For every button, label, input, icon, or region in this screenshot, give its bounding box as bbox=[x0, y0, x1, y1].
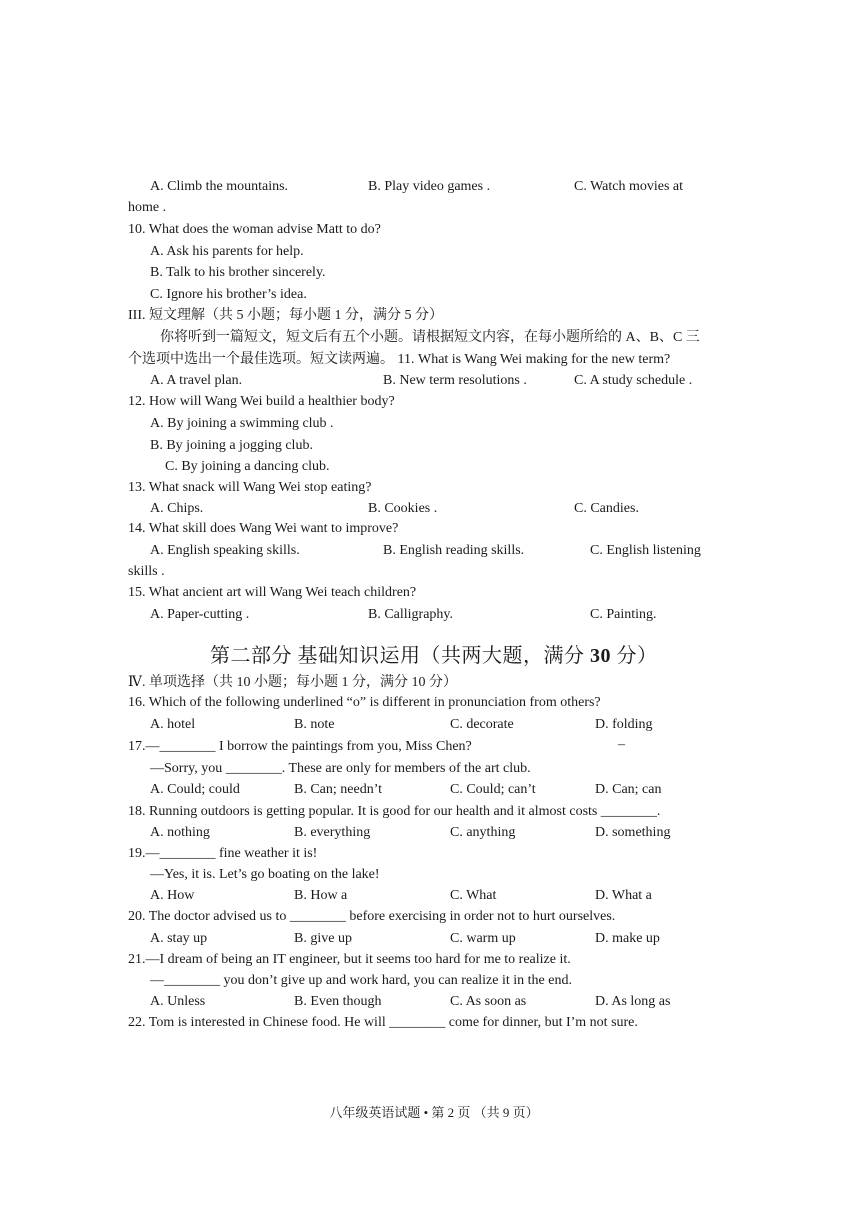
q15-option-c: C. Painting. bbox=[590, 607, 657, 622]
q11-option-a: A. A travel plan. bbox=[150, 373, 243, 388]
section3-intro-line2: 个选项中选出一个最佳选项。短文读两遍。 11. What is Wang Wei making for the new term? bbox=[128, 352, 671, 367]
q14-stem: 14. What skill does Wang Wei want to improve? bbox=[128, 521, 399, 536]
q12-stem: 12. How will Wang Wei build a healthier body? bbox=[128, 394, 395, 409]
q12-option-c: C. By joining a dancing club. bbox=[165, 459, 330, 474]
q21-option-c: C. As soon as bbox=[450, 994, 527, 1009]
q10-option-a: A. Ask his parents for help. bbox=[150, 244, 304, 259]
q13-option-c: C. Candies. bbox=[574, 501, 639, 516]
q17-reply: —Sorry, you ________. These are only for members of the art club. bbox=[150, 761, 531, 776]
q18-option-c: C. anything bbox=[450, 825, 516, 840]
q18-stem: 18. Running outdoors is getting popular. It is good for our health and it almost costs ________. bbox=[128, 804, 661, 819]
q21-reply: —________ you don’t give up and work hard, you can realize it in the end. bbox=[150, 973, 572, 988]
q20-option-a: A. stay up bbox=[150, 931, 208, 946]
q19-option-c: C. What bbox=[450, 888, 497, 903]
q13-option-a: A. Chips. bbox=[150, 501, 204, 516]
q16-option-d: D. folding bbox=[595, 717, 653, 732]
q14-option-c: C. English listening bbox=[590, 543, 701, 558]
q15-option-b: B. Calligraphy. bbox=[368, 607, 454, 622]
q17-stem: 17.—________ I borrow the paintings from you, Miss Chen? bbox=[128, 739, 472, 754]
q17-option-b: B. Can; needn’t bbox=[294, 782, 383, 797]
part2-title-end: 分） bbox=[611, 645, 658, 667]
q18-option-d: D. something bbox=[595, 825, 671, 840]
q20-option-b: B. give up bbox=[294, 931, 352, 946]
q20-stem: 20. The doctor advised us to ________ before exercising in order not to hurt ourselves. bbox=[128, 909, 616, 924]
q21-option-b: B. Even though bbox=[294, 994, 382, 1009]
q18-option-a: A. nothing bbox=[150, 825, 210, 840]
q10-option-b: B. Talk to his brother sincerely. bbox=[150, 265, 326, 280]
q9-option-c: C. Watch movies at bbox=[574, 179, 684, 194]
part2-score: 30 bbox=[590, 645, 611, 667]
q19-stem: 19.—________ fine weather it is! bbox=[128, 846, 318, 861]
page-footer: 八年级英语试题 • 第 2 页 （共 9 页） bbox=[329, 1105, 539, 1120]
section3-title: III. 短文理解（共 5 小题；每小题 1 分，满分 5 分） bbox=[128, 308, 443, 323]
q14-option-b: B. English reading skills. bbox=[383, 543, 525, 558]
q11-option-b: B. New term resolutions . bbox=[383, 373, 527, 388]
q21-option-d: D. As long as bbox=[595, 994, 671, 1009]
q9-option-a: A. Climb the mountains. bbox=[150, 179, 289, 194]
q22-stem: 22. Tom is interested in Chinese food. He will ________ come for dinner, but I’m not sure. bbox=[128, 1015, 638, 1030]
q18-option-b: B. everything bbox=[294, 825, 371, 840]
q13-option-b: B. Cookies . bbox=[368, 501, 438, 516]
section3-intro-line1: 你将听到一篇短文，短文后有五个小题。请根据短文内容，在每小题所给的 A、B、C 三 bbox=[160, 330, 700, 345]
q20-option-d: D. make up bbox=[595, 931, 660, 946]
q16-option-b: B. note bbox=[294, 717, 335, 732]
q12-option-b: B. By joining a jogging club. bbox=[150, 438, 313, 453]
q17-option-a: A. Could; could bbox=[150, 782, 240, 797]
q20-option-c: C. warm up bbox=[450, 931, 516, 946]
q14-option-c-continued: skills . bbox=[128, 564, 165, 579]
part2-heading bbox=[210, 644, 658, 668]
q9-option-c-continued: home . bbox=[128, 200, 167, 215]
q19-reply: —Yes, it is. Let’s go boating on the lake! bbox=[150, 867, 380, 882]
q19-option-a: A. How bbox=[150, 888, 195, 903]
q15-option-a: A. Paper-cutting . bbox=[150, 607, 250, 622]
q17-option-d: D. Can; can bbox=[595, 782, 662, 797]
q16-stem: 16. Which of the following underlined “o” is different in pronunciation from others? bbox=[128, 695, 601, 710]
q19-option-b: B. How a bbox=[294, 888, 348, 903]
q11-option-c: C. A study schedule . bbox=[574, 373, 693, 388]
stray-mark: – bbox=[618, 737, 625, 752]
q19-option-d: D. What a bbox=[595, 888, 652, 903]
q16-option-a: A. hotel bbox=[150, 717, 196, 732]
q13-stem: 13. What snack will Wang Wei stop eating? bbox=[128, 480, 372, 495]
q17-option-c: C. Could; can’t bbox=[450, 782, 536, 797]
q15-stem: 15. What ancient art will Wang Wei teach children? bbox=[128, 585, 417, 600]
part2-title: 第二部分 基础知识运用（共两大题，满分 bbox=[210, 645, 590, 667]
q14-option-a: A. English speaking skills. bbox=[150, 543, 300, 558]
section4-title: Ⅳ. 单项选择（共 10 小题；每小题 1 分，满分 10 分） bbox=[128, 675, 457, 690]
q21-stem: 21.—I dream of being an IT engineer, but it seems too hard for me to realize it. bbox=[128, 952, 571, 967]
q9-option-b: B. Play video games . bbox=[368, 179, 491, 194]
q16-option-c: C. decorate bbox=[450, 717, 514, 732]
q21-option-a: A. Unless bbox=[150, 994, 206, 1009]
q10-option-c: C. Ignore his brother’s idea. bbox=[150, 287, 307, 302]
q10-stem: 10. What does the woman advise Matt to do? bbox=[128, 222, 381, 237]
q12-option-a: A. By joining a swimming club . bbox=[150, 416, 334, 431]
